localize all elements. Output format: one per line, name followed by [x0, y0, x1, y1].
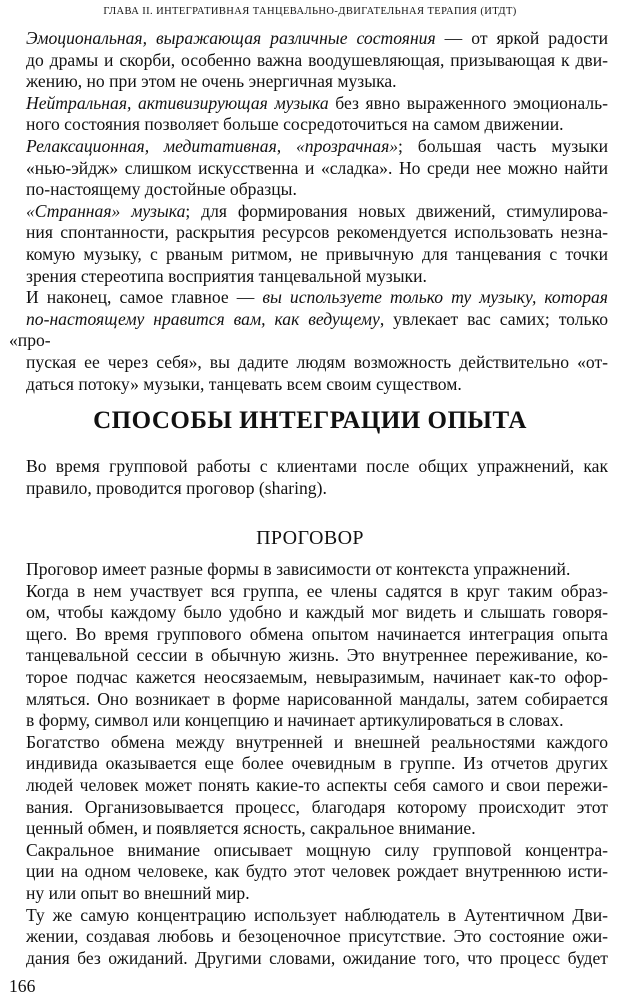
- italic-lead: Эмоциональная, выражающая различные состояния: [26, 28, 436, 48]
- paragraph-forms: [9, 559, 608, 581]
- paragraph-intro: [9, 456, 608, 499]
- text-line: щего. Во время группового обмена опытом начинается интеграция опыта: [26, 623, 608, 644]
- paragraph-sacred-attention: [9, 840, 608, 905]
- paragraph-emotional-music: [9, 28, 608, 93]
- text-line: до драмы и скорби, особенно важна воодушевляющая, призывающая к дви-: [26, 49, 608, 70]
- paragraph-neutral-music: [9, 93, 608, 136]
- text-run: ; большая часть музыки: [398, 135, 608, 156]
- paragraph-main-point: [9, 287, 608, 395]
- section-title: СПОСОБЫ ИНТЕГРАЦИИ ОПЫТА: [93, 407, 527, 434]
- text-run: И наконец, самое главное —: [26, 287, 263, 308]
- text-line: Богатство обмена между внутренней и внешней реальностями каждого: [26, 731, 608, 752]
- text-line: ом, чтобы каждому было удобно и каждый мог видеть и слышать говоря-: [26, 602, 608, 623]
- paragraph-authentic-movement: [9, 905, 608, 970]
- text-line: зрения стереотипа восприятия танцевальной музыки.: [26, 265, 427, 286]
- text-line: жению, но при этом не очень энергичная музыка.: [26, 71, 397, 92]
- paragraph-relaxation-music: [9, 136, 608, 201]
- text-line: пуская ее через себя», вы дадите людям возможность действительно «от-: [26, 351, 608, 372]
- subsection-title: ПРОГОВОР: [256, 527, 364, 549]
- text-line: Во время групповой работы с клиентами после общих упражнений, как: [26, 456, 608, 476]
- text-line: ции на одном человеке, как будто этот человек рождает внутреннюю исти-: [26, 861, 608, 882]
- text-line: дания без ожиданий. Другими словами, ожидание того, что процесс будет: [26, 947, 608, 968]
- text-line: ценный обмен, и появляется ясность, сакральное внимание.: [26, 818, 476, 839]
- text-line: ного состояния позволяет больше сосредоточиться на самом движении.: [26, 114, 564, 135]
- text-line: жении, создавая любовь и безоценочное присутствие. Это состояние ожи-: [26, 926, 608, 947]
- italic-lead: Релаксационная, медитативная, «прозрачная»: [26, 135, 399, 156]
- text-line: людей человек может понять какие-то аспекты себя самого и свои пережи-: [26, 774, 608, 795]
- paragraph-strange-music: [9, 201, 608, 287]
- italic-lead: «Странная» музыка: [26, 200, 186, 221]
- top-section: [9, 28, 608, 395]
- text-line: в форму, символ или концепцию и начинает артикулироваться в словах.: [26, 710, 564, 731]
- text-line: Когда в нем участвует вся группа, ее члены садятся в круг таким образ-: [26, 580, 608, 601]
- text-line: правило, проводится проговор (sharing).: [26, 477, 327, 498]
- body-section: [9, 559, 608, 969]
- running-head: ГЛАВА II. ИНТЕГРАТИВНАЯ ТАНЦЕВАЛЬНО-ДВИГАТЕЛЬНАЯ ТЕРАПИЯ (ИТДТ): [103, 6, 517, 17]
- italic-run: вы используете только ту музыку, которая: [262, 287, 608, 308]
- text-line: торое подчас кажется неосязаемым, невыразимым, начинает как-то офор-: [26, 666, 608, 687]
- text-line: мляться. Оно возникает в форме нарисованной мандалы, затем собирается: [26, 688, 608, 709]
- text-line: танцевальной сессии в обычную жизнь. Это внутреннее переживание, ко-: [26, 645, 608, 666]
- text-line: Сакральное внимание описывает мощную силу групповой концентра-: [26, 839, 608, 860]
- text-line: даться потоку» музыки, танцевать всем своим существом.: [26, 373, 462, 394]
- text-line: «нью-эйдж» слишком искусственна и «сладка». Но среди нее можно найти: [26, 157, 608, 178]
- section-intro: [9, 456, 608, 499]
- text-line: по-настоящему достойные образцы.: [26, 179, 297, 200]
- text-line: Ту же самую концентрацию использует наблюдатель в Аутентичном Дви-: [26, 904, 608, 925]
- text-run: , увлекает вас самих; только «про-: [9, 308, 609, 351]
- text-line: индивида оказывается еще более очевидным в группе. Из отчетов других: [26, 753, 608, 774]
- italic-lead: Нейтральная, активизирующая музыка: [26, 92, 329, 113]
- text-line: Проговор имеет разные формы в зависимости от контекста упражнений.: [26, 559, 571, 579]
- text-run: ; для формирования новых движений, стимулирова-: [185, 200, 608, 221]
- text-line: ну или опыт во внешний мир.: [26, 882, 250, 903]
- italic-run: по-настоящему нравится вам, как ведущему: [26, 308, 380, 329]
- text-line: ния спонтанности, раскрытия ресурсов рекомендуется использовать незна-: [26, 222, 608, 243]
- paragraph-richness: [9, 732, 608, 840]
- text-run: без явно выраженного эмоциональ-: [328, 92, 608, 113]
- text-line: вания. Организовывается процесс, благодаря которому происходит этот: [26, 796, 608, 817]
- text-line: комую музыку, с рваным ритмом, не привычную для танцевания с точки: [26, 243, 608, 264]
- text-run: — от яркой радости: [435, 28, 608, 48]
- page-number: 166: [9, 976, 36, 996]
- paragraph-whole-group: [9, 581, 608, 732]
